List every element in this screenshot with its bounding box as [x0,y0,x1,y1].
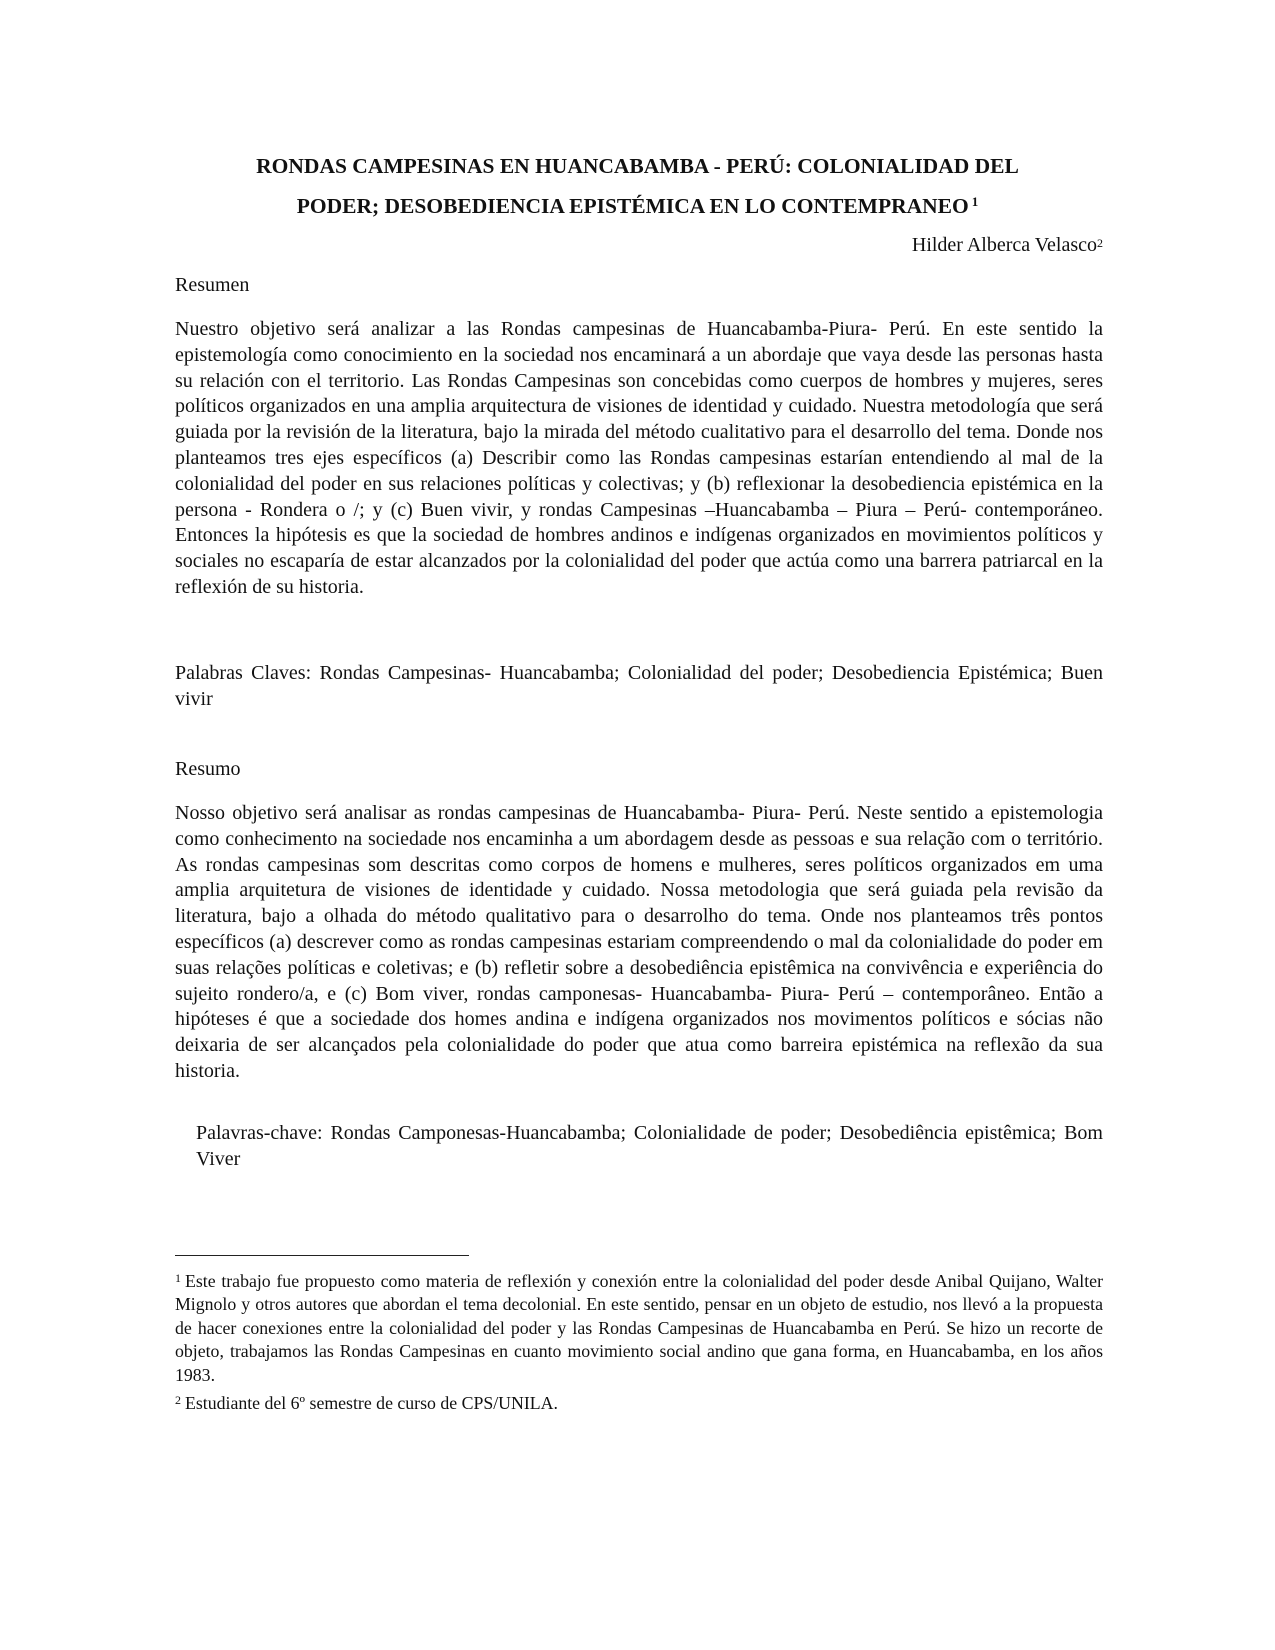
footnote-2 [175,1392,1103,1415]
resumo-keywords: Palavras-chave: Rondas Camponesas-Huancabamba; Colonialidade de poder; Desobediência epistêmica; Bom Viver [196,1122,1103,1170]
resumen-heading: Resumen [175,274,250,296]
resumen-keywords: Palabras Claves: Rondas Campesinas- Huancabamba; Colonialidad del poder; Desobediencia Epistémica; Buen vivir [175,662,1103,710]
title-line-2 [150,186,1125,226]
author-line [912,232,1103,258]
title-line-2-text: PODER; DESOBEDIENCIA EPISTÉMICA EN LO CONTEMPRANEO [296,194,969,218]
footnote-1 [175,1270,1103,1387]
footnote-1-text: Este trabajo fue propuesto como materia de reflexión y conexión entre la colonialidad del poder desde Anibal Quijano, Walter Mignolo y otros autores que abordan el tema decolonial. En este sentido, pensar en un objeto de estudio, nos llevó a la propuesta de hacer conexiones entre la colonialidad del poder y las Rondas Campesinas de Huancabamba en Perú. Se hizo un recorte de objeto, trabajamos las Rondas Campesinas en cuanto movimiento social andino que gana forma, en Huancabamba, en los años 1983. [175,1271,1103,1385]
title-line-1: RONDAS CAMPESINAS EN HUANCABAMBA - PERÚ: COLONIALIDAD DEL [256,154,1019,178]
paper-title [150,146,1125,226]
footnote-1-marker: 1 [175,1271,181,1285]
footnote-2-marker: 2 [175,1393,181,1407]
resumo-heading: Resumo [175,758,241,780]
title-footnote-marker: 1 [971,194,979,209]
footnote-separator [175,1255,469,1256]
resumen-body: Nuestro objetivo será analizar a las Rondas campesinas de Huancabamba-Piura- Perú. En este sentido la epistemología como conocimiento en la sociedad nos encaminará a un abordaje que vaya desde las personas hasta su relación con el territorio. Las Rondas Campesinas son concebidas como cuerpos de hombres y mujeres, seres políticos organizados en una amplia arquitectura de visiones de identidad y cuidado. Nuestra metodología que será guiada por la revisión de la literatura, bajo la mirada del método cualitativo para el desarrollo del tema. Donde nos planteamos tres ejes específicos (a) Describir como las Rondas campesinas estarían entendiendo al mal de la colonialidad del poder en sus relaciones políticas y colectivas; y (b) reflexionar la desobediencia epistémica en la persona - Rondera o /; y (c) Buen vivir, y rondas Campesinas –Huancabamba – Piura – Perú- contemporáneo. Entonces la hipótesis es que la sociedad de hombres andinos e indígenas organizados en movimientos políticos y sociales no escaparía de estar alcanzados por la colonialidad del poder que actúa como una barrera patriarcal en la reflexión de su historia. [175,318,1103,598]
author-name: Hilder Alberca Velasco [911,234,1097,256]
author-footnote-marker: 2 [1097,236,1103,250]
footnote-2-text: Estudiante del 6º semestre de curso de CPS/UNILA. [185,1393,558,1413]
resumo-body: Nosso objetivo será analisar as rondas campesinas de Huancabamba- Piura- Perú. Neste sentido a epistemologia como conhecimento na sociedade nos encaminha a um abordagem desde as pessoas e sua relação com o território. As rondas campesinas som descritas como corpos de homens e mulheres, seres políticos organizados em uma amplia arquitetura de visiones de identidade y cuidado. Nossa metodologia que será guiada pela revisão da literatura, bajo a olhada do método qualitativo para o desarrolho do tema. Onde nos planteamos três pontos específicos (a) descrever como as rondas campesinas estariam compreendendo o mal da colonialidade do poder em suas relações políticas e coletivas; e (b) refletir sobre a desobediência epistêmica na convivência e experiência do sujeito rondero/a, e (c) Bom viver, rondas camponesas- Huancabamba- Piura- Perú – contemporâneo. Então a hipóteses é que a sociedade dos homes andina e indígena organizados nos movimentos políticos e sócias não deixaria de ser alcançados pela colonialidade do poder que atua como barreira epistémica na reflexão da sua historia. [175,802,1103,1082]
